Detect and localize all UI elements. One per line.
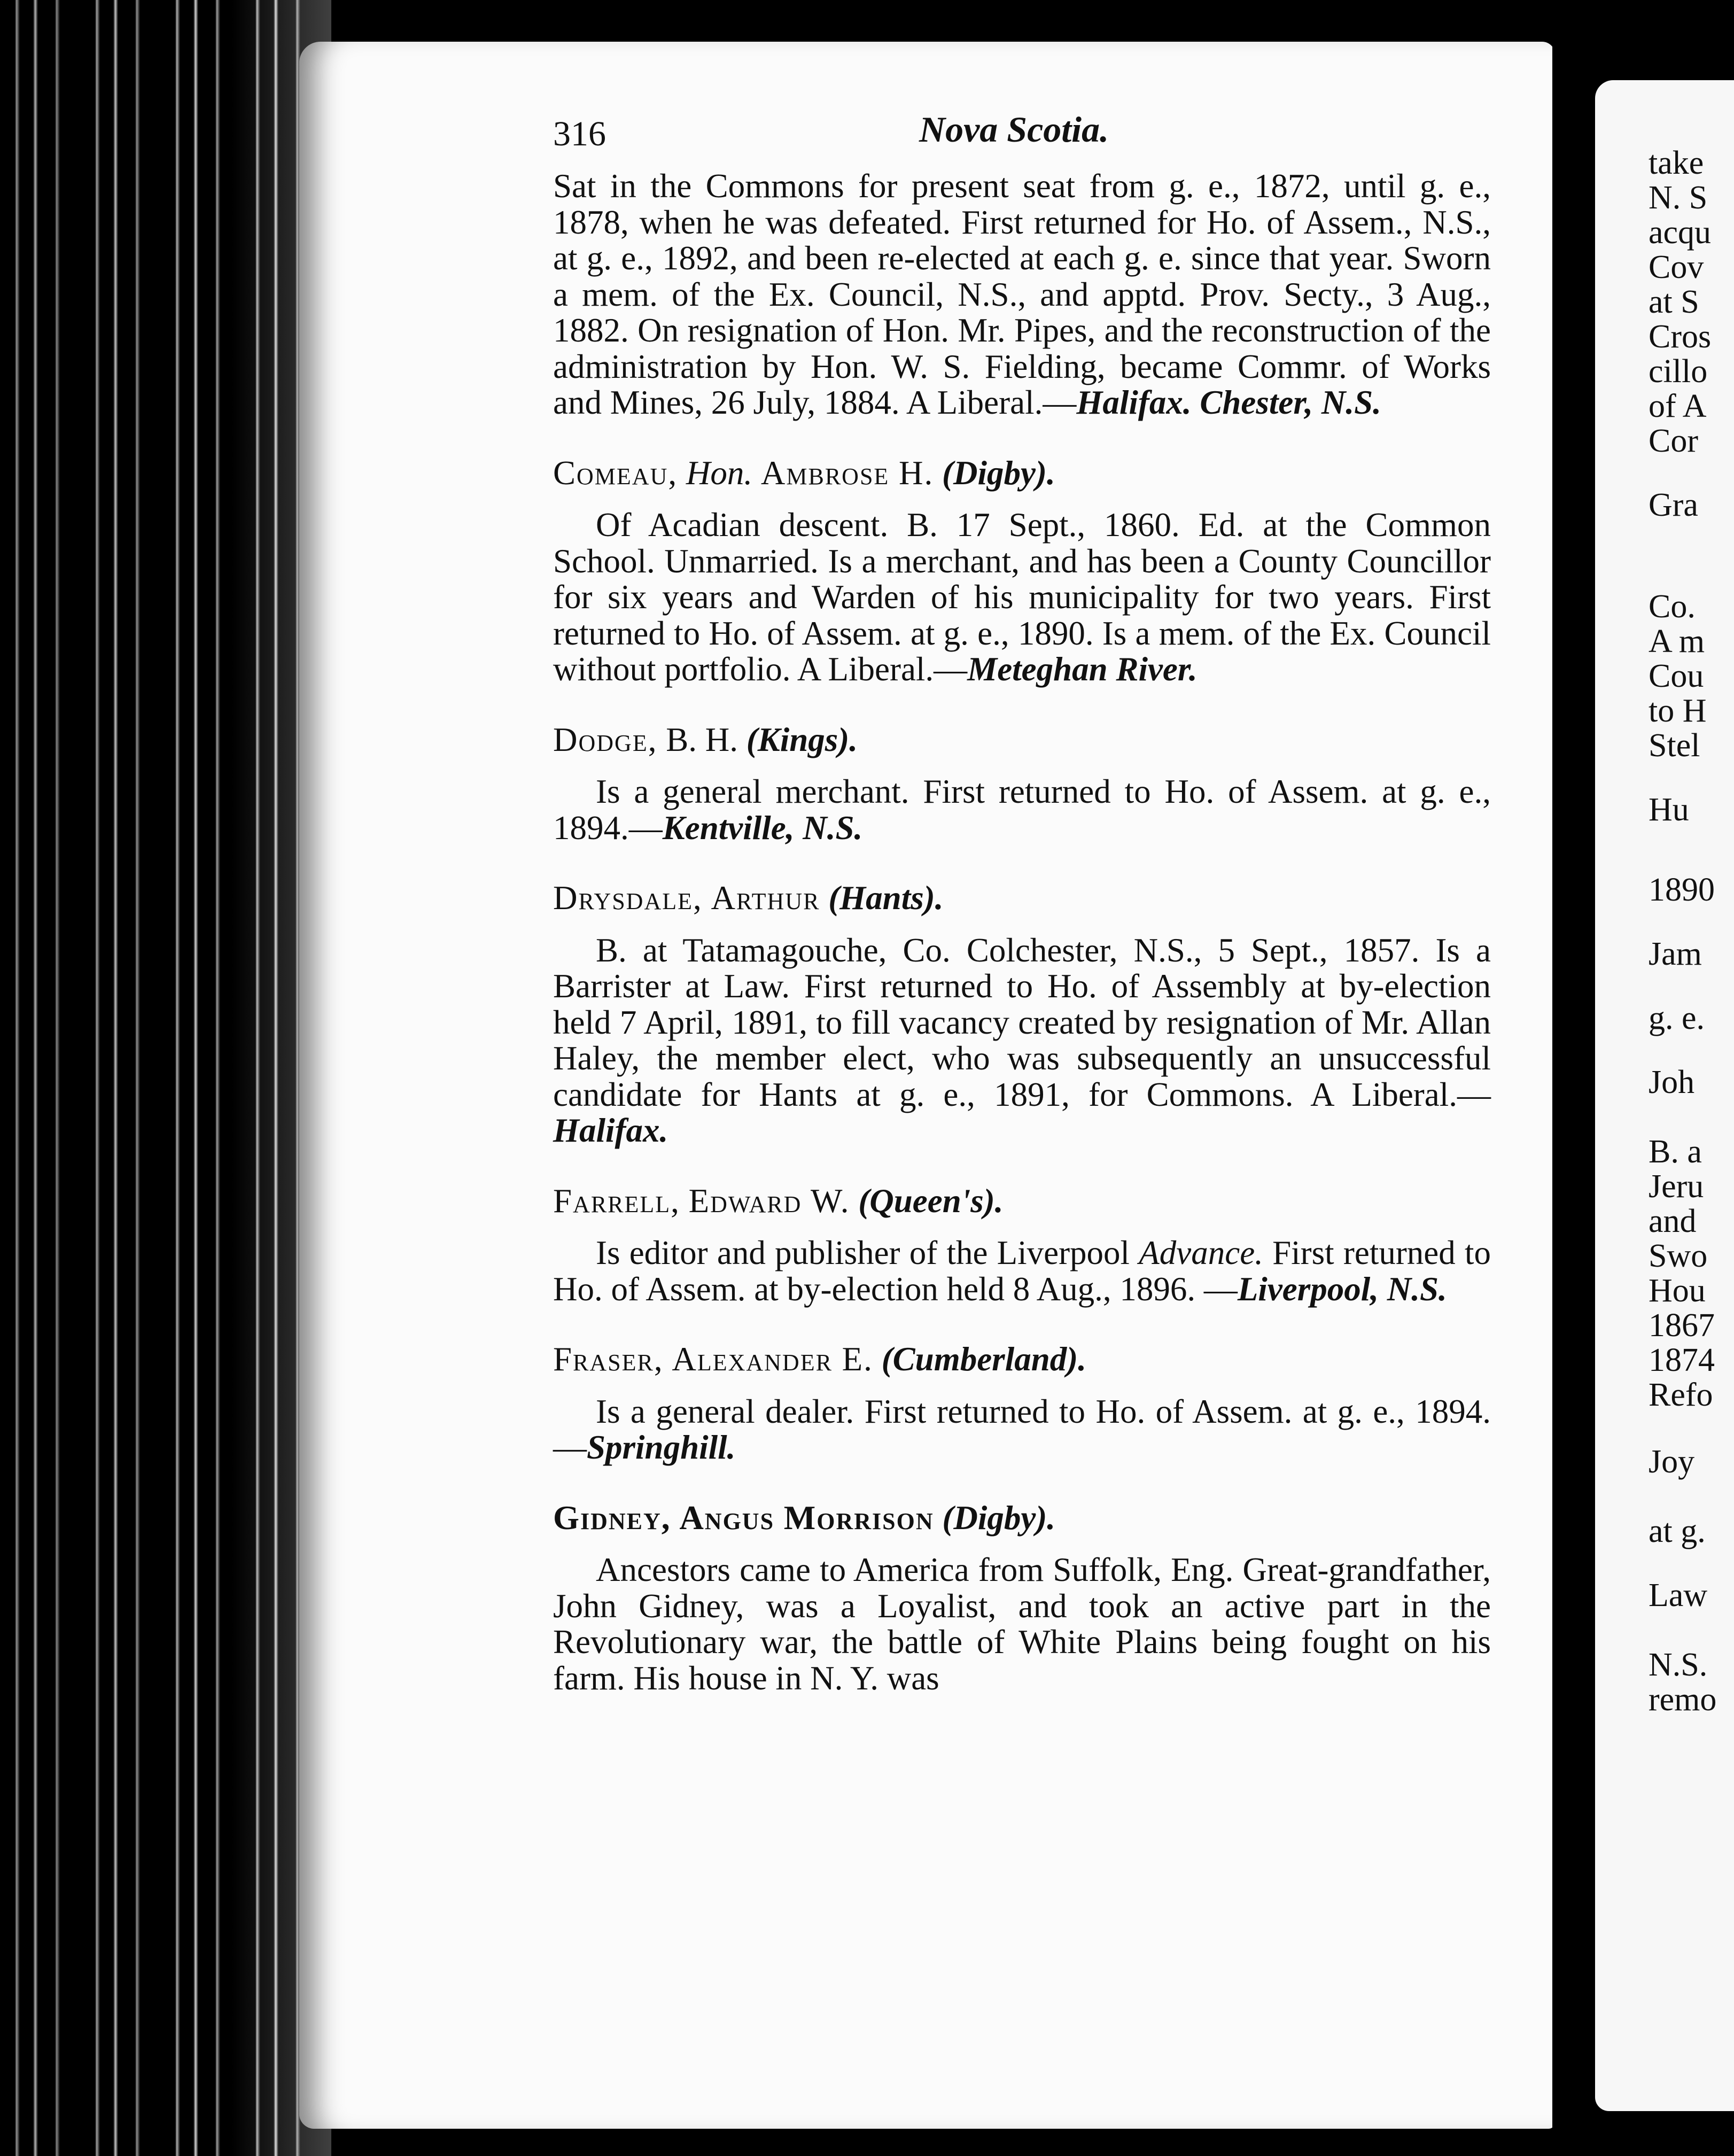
surname: Gidney, [553,1499,671,1537]
biography-entry [553,1341,1491,1466]
county: (Digby). [942,454,1055,492]
page-gutter [1552,0,1594,2156]
given-names: Alexander E. [672,1340,873,1378]
entry-text: Is a general merchant. First returned to Ho. of Assem. at g. e., 1894.—Kentville, N.S. [553,773,1491,847]
adjacent-page-fragment-line: Hu [1649,792,1689,828]
adjacent-page-fragment-line: Co. [1649,588,1696,625]
surname: Fraser, [553,1340,664,1378]
entry-heading [553,1500,1491,1537]
newspaper-title: Advance. [1139,1234,1263,1271]
adjacent-page-fragment-line: Cros [1649,319,1712,355]
running-head [553,110,1491,168]
adjacent-page-fragment-line: and [1649,1203,1697,1239]
entry-heading [553,880,1491,917]
adjacent-page-fragment-line: A m [1649,623,1705,660]
adjacent-page-fragment-line: Gra [1649,487,1698,523]
given-names: Ambrose H. [760,454,934,492]
adjacent-page-fragment-line: Jam [1649,936,1702,972]
adjacent-page-fragment-line: Joh [1649,1064,1695,1100]
adjacent-page-fragment-line: Cov [1649,249,1704,285]
surname: Dodge, [553,720,658,758]
entry-text: Of Acadian descent. B. 17 Sept., 1860. Ed. at the Common School. Unmarried. Is a merchant, and has been a County Councillor for six years and Warden of his municipality for two years. First returned to Ho. of Assem. at g. e., 1890. Is a mem. of the Ex. Council without portfolio. A Liberal.—Meteghan River. [553,506,1491,688]
adjacent-page-fragment-line: Law [1649,1577,1708,1614]
adjacent-page-fragment-line: take [1649,145,1704,181]
text-column [553,110,1491,1696]
honorific: Hon. [686,454,753,492]
entry-heading [553,1183,1491,1220]
county: (Kings). [746,720,858,758]
adjacent-page-fragment-line: Cou [1649,658,1704,694]
adjacent-page-fragment-line: Stel [1649,727,1700,764]
entry-text: Is a general dealer. First returned to Ho. of Assem. at g. e., 1894.—Springhill. [553,1392,1491,1466]
running-title: Nova Scotia. [919,109,1109,150]
adjacent-page-fragment-line: N. S [1649,180,1708,216]
adjacent-page-fragment-line: Joy [1649,1444,1695,1480]
adjacent-page-fragment-line: Cor [1649,423,1698,459]
binding-shadow [0,0,331,2156]
adjacent-page-fragment-line: of A [1649,388,1707,424]
adjacent-page-fragment-line: Hou [1649,1273,1706,1309]
adjacent-page-fragment-line: 1874 [1649,1342,1715,1378]
adjacent-page-fragment-line: at g. [1649,1513,1706,1549]
adjacent-page-fragment-line: at S [1649,284,1699,320]
adjacent-page-fragment-line: Swo [1649,1238,1708,1274]
residence: Kentville, N.S. [662,809,863,847]
county: (Digby). [942,1499,1056,1537]
surname: Drysdale, [553,879,703,917]
residence: Halifax. [553,1112,668,1149]
residence: Liverpool, N.S. [1237,1270,1447,1308]
entry-text: B. at Tatamagouche, Co. Colchester, N.S., 5 Sept., 1857. Is a Barrister at Law. First returned to Ho. of Assembly at by-election held 7 April, 1891, to fill vacancy created by resignation of Mr. Allan Haley, the member elect, who was subsequently an unsuccessful candidate for Hants at g. e., 1891, for Commons. A Liberal.—Halifax. [553,931,1491,1149]
county: (Queen's). [858,1182,1004,1220]
entry-heading [553,455,1491,492]
entry-text: Ancestors came to America from Suffolk, Eng. Great-grandfather, John Gidney, was a Loyalist, and took an active part in the Revolutionary war, the battle of White Plains being fought on his farm. His house in N. Y. was [553,1551,1491,1697]
entry-text: Is editor and publisher of the Liverpool Advance. First returned to Ho. of Assem. at by-election held 8 Aug., 1896. —Liverpool, N.S. [553,1234,1491,1308]
adjacent-page-fragment-line: N.S. [1649,1647,1708,1683]
adjacent-page-fragment-line: 1890 [1649,872,1715,908]
biography-entry [553,1500,1491,1697]
adjacent-page-fragment-line: g. e. [1649,1000,1705,1036]
adjacent-page-fragment-line: remo [1649,1681,1717,1718]
adjacent-page-fragment [1595,80,1734,2111]
adjacent-page-fragment-line: Jeru [1649,1168,1704,1205]
given-names: B. H. [666,720,738,758]
biography-entry [553,722,1491,847]
adjacent-page-fragment-line: cillo [1649,353,1708,390]
page-number: 316 [553,114,606,153]
county: (Cumberland). [881,1340,1086,1378]
adjacent-page-fragment-line: acqu [1649,214,1712,251]
biography-entry [553,455,1491,688]
county: (Hants). [828,879,944,917]
surname: Comeau, [553,454,678,492]
given-names: Angus Morrison [679,1499,934,1537]
entry-heading [553,1341,1491,1378]
continuation-paragraph: Sat in the Commons for present seat from g. e., 1872, until g. e., 1878, when he was defeated. First returned for Ho. of Assem., N.S., at g. e., 1892, and been re-elected at each g. e. since that year. Sworn a mem. of the Ex. Council, N.S., and apptd. Prov. Secty., 3 Aug., 1882. On resignation of Hon. Mr. Pipes, and the reconstruction of the administration by Hon. W. S. Fielding, became Commr. of Works and Mines, 26 July, 1884. A Liberal.—Halifax. Chester, N.S. [553,167,1491,421]
adjacent-page-fragment-line: to H [1649,693,1707,729]
entry-heading [553,722,1491,758]
biography-entry [553,880,1491,1149]
adjacent-page-fragment-line: B. a [1649,1134,1702,1170]
given-names: Edward W. [688,1182,850,1220]
surname: Farrell, [553,1182,680,1220]
residence: Meteghan River. [967,650,1198,688]
adjacent-page-fragment-line: Refo [1649,1377,1713,1413]
residence: Springhill. [587,1429,736,1466]
adjacent-page-fragment-line: 1867 [1649,1307,1715,1344]
given-names: Arthur [711,879,820,917]
biography-entry [553,1183,1491,1308]
residence: Halifax. Chester, N.S. [1076,384,1381,421]
